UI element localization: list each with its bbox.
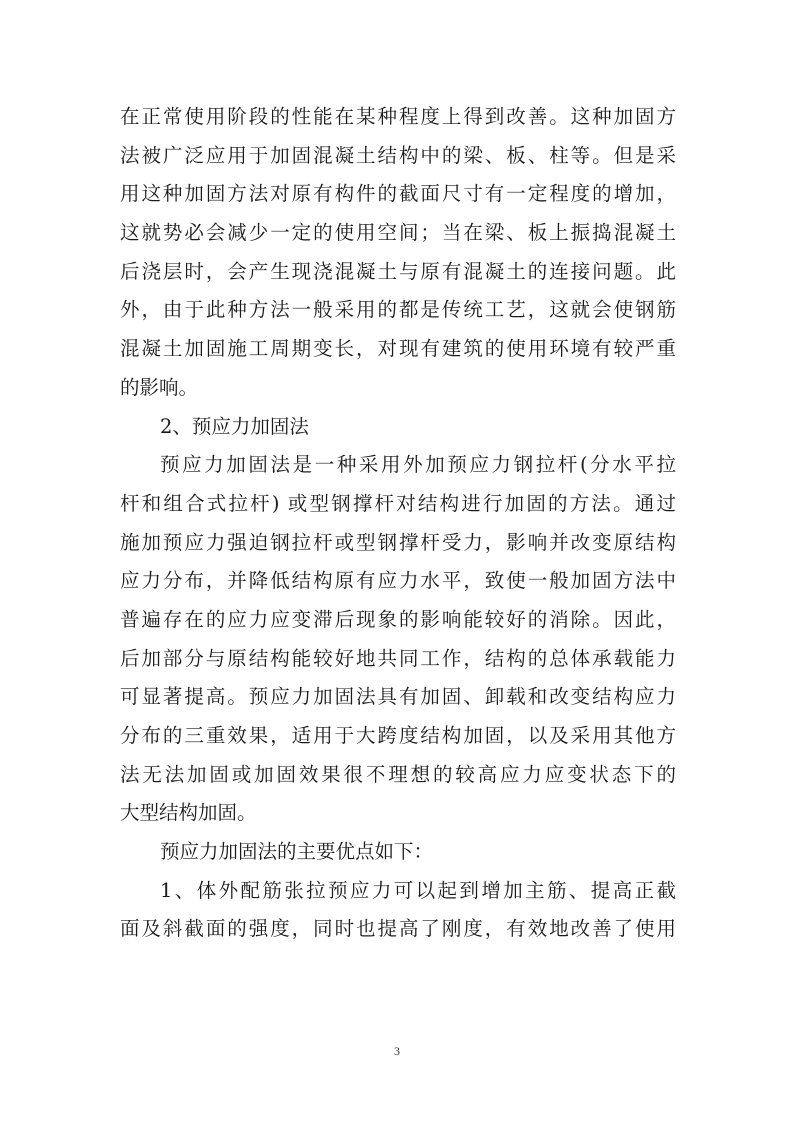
text-line: 在正常使用阶段的性能在某种程度上得到改善。这种加固方 — [120, 105, 676, 128]
text-line: 这就势必会减少一定的使用空间；当在梁、板上振捣混凝土 — [120, 221, 676, 245]
section-heading: 2、预应力加固法 — [160, 414, 309, 438]
text-line: 后浇层时，会产生现浇混凝土与原有混凝土的连接问题。此 — [120, 259, 676, 283]
text-line: 外，由于此种方法一般采用的都是传统工艺，这就会使钢筋 — [120, 298, 676, 322]
text-line: 法被广泛应用于加固混凝土结构中的梁、板、柱等。但是采 — [120, 143, 676, 167]
text-line: 可显著提高。预应力加固法具有加固、卸载和改变结构应力 — [120, 685, 676, 709]
text-line: 预应力加固法的主要优点如下： — [160, 840, 434, 864]
text-line: 大型结构加固。 — [120, 801, 257, 825]
text-line: 施加预应力强迫钢拉杆或型钢撑杆受力，影响并改变原结构 — [120, 530, 676, 554]
text-line: 混凝土加固施工周期变长，对现有建筑的使用环境有较严重 — [120, 337, 676, 361]
page-number: 3 — [394, 1044, 400, 1058]
text-line: 后加部分与原结构能较好地共同工作，结构的总体承载能力 — [120, 646, 676, 670]
text-line: 用这种加固方法对原有构件的截面尺寸有一定程度的增加， — [120, 182, 676, 206]
text-line: 分布的三重效果，适用于大跨度结构加固，以及采用其他方 — [120, 724, 676, 747]
text-line: 应力分布，并降低结构原有应力水平，致使一般加固方法中 — [120, 569, 676, 593]
text-line: 的影响。 — [120, 375, 199, 399]
text-line: 1、体外配筋张拉预应力可以起到增加主筋、提高正截 — [160, 878, 676, 902]
body-text — [120, 98, 676, 949]
text-line: 普遍存在的应力应变滞后现象的影响能较好的消除。因此， — [120, 607, 676, 631]
text-line: 杆和组合式拉杆) 或型钢撑杆对结构进行加固的方法。通过 — [120, 491, 676, 515]
text-line: 预应力加固法是一种采用外加预应力钢拉杆(分水平拉 — [160, 453, 676, 477]
text-line: 面及斜截面的强度，同时也提高了刚度，有效地改善了使用 — [120, 917, 676, 941]
text-line: 法无法加固或加固效果很不理想的较高应力应变状态下的 — [120, 762, 676, 786]
